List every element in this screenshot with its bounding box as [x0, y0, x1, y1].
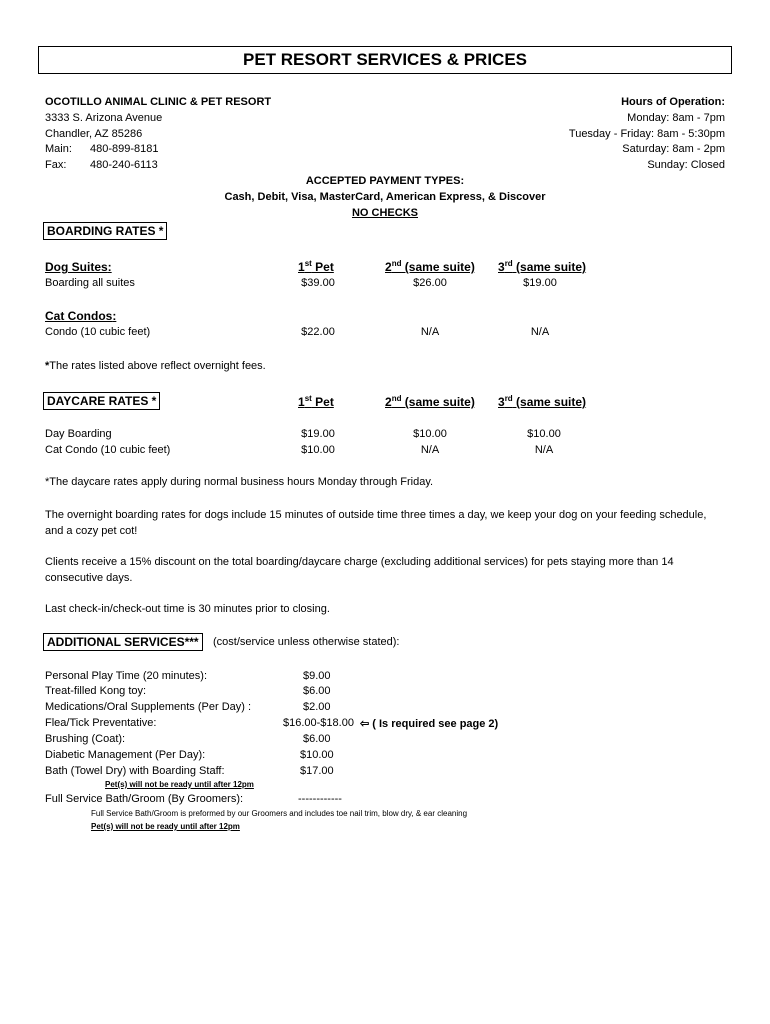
flea-requirement-note: ⇦ ( Is required see page 2) [360, 718, 499, 730]
boarding-note: *The rates listed above reflect overnight fees. [45, 360, 266, 372]
daycare-row-label: Cat Condo (10 cubic feet) [45, 444, 171, 456]
price-cell: $10.00 [527, 428, 561, 440]
clinic-address-line2: Chandler, AZ 85286 [45, 128, 143, 140]
price-cell: $10.00 [413, 428, 447, 440]
service-label: Brushing (Coat): [45, 733, 126, 745]
groom-description: Full Service Bath/Groom is preformed by our Groomers and includes toe nail trim, blow dry, & ear cleaning [91, 809, 468, 818]
service-label: Bath (Towel Dry) with Boarding Staff: [45, 765, 225, 777]
service-label: Medications/Oral Supplements (Per Day) : [45, 701, 252, 713]
column-third-pet: 3rd (same suite) [498, 259, 587, 274]
service-label: Personal Play Time (20 minutes): [45, 670, 208, 682]
price-cell: N/A [420, 326, 440, 338]
service-price: $16.00-$18.00 [283, 717, 354, 729]
discount-paragraph: Clients receive a 15% discount on the total boarding/daycare charge (excluding additional services) for pets staying more than 14 consecutive days. [45, 556, 674, 584]
cat-condos-heading: Cat Condos: [45, 309, 117, 323]
boarding-rates-heading: BOARDING RATES * [43, 222, 167, 240]
daycare-rates-heading: DAYCARE RATES * [43, 392, 160, 410]
daycare-note: *The daycare rates apply during normal business hours Monday through Friday. [45, 476, 434, 488]
overnight-info-paragraph: The overnight boarding rates for dogs include 15 minutes of outside time three times a day, we keep your dog on your feeding schedule, and a cozy pet cot! [45, 509, 707, 537]
hours-line: Sunday: Closed [647, 159, 725, 171]
additional-services-heading: ADDITIONAL SERVICES*** [43, 633, 203, 651]
hours-line: Monday: 8am - 7pm [627, 112, 725, 124]
column-second-pet: 2nd (same suite) [385, 259, 475, 274]
cat-row-label: Condo (10 cubic feet) [45, 326, 151, 338]
service-label: Flea/Tick Preventative: [45, 717, 157, 729]
page-title: PET RESORT SERVICES & PRICES [38, 46, 732, 74]
price-cell: N/A [420, 444, 440, 456]
column-first-pet: 1st Pet [298, 259, 334, 274]
service-price: $2.00 [303, 701, 331, 713]
hours-line: Tuesday - Friday: 8am - 5:30pm [568, 128, 725, 140]
column-second-pet: 2nd (same suite) [385, 394, 475, 409]
price-cell: N/A [530, 326, 550, 338]
service-price: $9.00 [303, 670, 331, 682]
groom-price: ------------ [298, 793, 342, 805]
groom-label: Full Service Bath/Groom (By Groomers): [45, 793, 244, 805]
clinic-address-line1: 3333 S. Arizona Avenue [45, 112, 163, 124]
column-third-pet: 3rd (same suite) [498, 394, 587, 409]
hours-line: Saturday: 8am - 2pm [622, 143, 725, 155]
column-first-pet: 1st Pet [298, 394, 334, 409]
price-cell: N/A [534, 444, 554, 456]
payment-types: Cash, Debit, Visa, MasterCard, American Express, & Discover [224, 191, 546, 203]
price-cell: $26.00 [413, 277, 447, 289]
price-cell: $19.00 [523, 277, 557, 289]
groom-ready-note: Pet(s) will not be ready until after 12pm [91, 822, 240, 831]
price-cell: $39.00 [301, 277, 335, 289]
fax-label: Fax: [45, 159, 67, 171]
fax-phone: 480-240-6113 [90, 159, 158, 171]
no-checks-notice: NO CHECKS [351, 207, 418, 219]
price-cell: $10.00 [301, 444, 335, 456]
price-cell: $19.00 [301, 428, 335, 440]
hours-heading: Hours of Operation: [621, 96, 725, 108]
checkin-paragraph: Last check-in/check-out time is 30 minutes prior to closing. [45, 603, 330, 615]
additional-services-subheading: (cost/service unless otherwise stated): [213, 636, 400, 648]
left-arrow-icon: ⇦ [360, 718, 370, 730]
dog-row-label: Boarding all suites [45, 277, 135, 289]
main-phone-label: Main: [45, 143, 72, 155]
service-label: Treat-filled Kong toy: [45, 685, 147, 697]
daycare-row-label: Day Boarding [45, 428, 112, 440]
clinic-name: OCOTILLO ANIMAL CLINIC & PET RESORT [45, 96, 272, 108]
service-price: $6.00 [303, 733, 331, 745]
service-price: $6.00 [303, 685, 331, 697]
service-price: $10.00 [300, 749, 334, 761]
bath-ready-note: Pet(s) will not be ready until after 12pm [105, 780, 254, 789]
payment-heading: ACCEPTED PAYMENT TYPES: [305, 175, 465, 187]
service-price: $17.00 [300, 765, 334, 777]
dog-suites-heading: Dog Suites: [45, 260, 112, 274]
main-phone: 480-899-8181 [90, 143, 159, 155]
price-cell: $22.00 [301, 326, 335, 338]
service-label: Diabetic Management (Per Day): [45, 749, 206, 761]
